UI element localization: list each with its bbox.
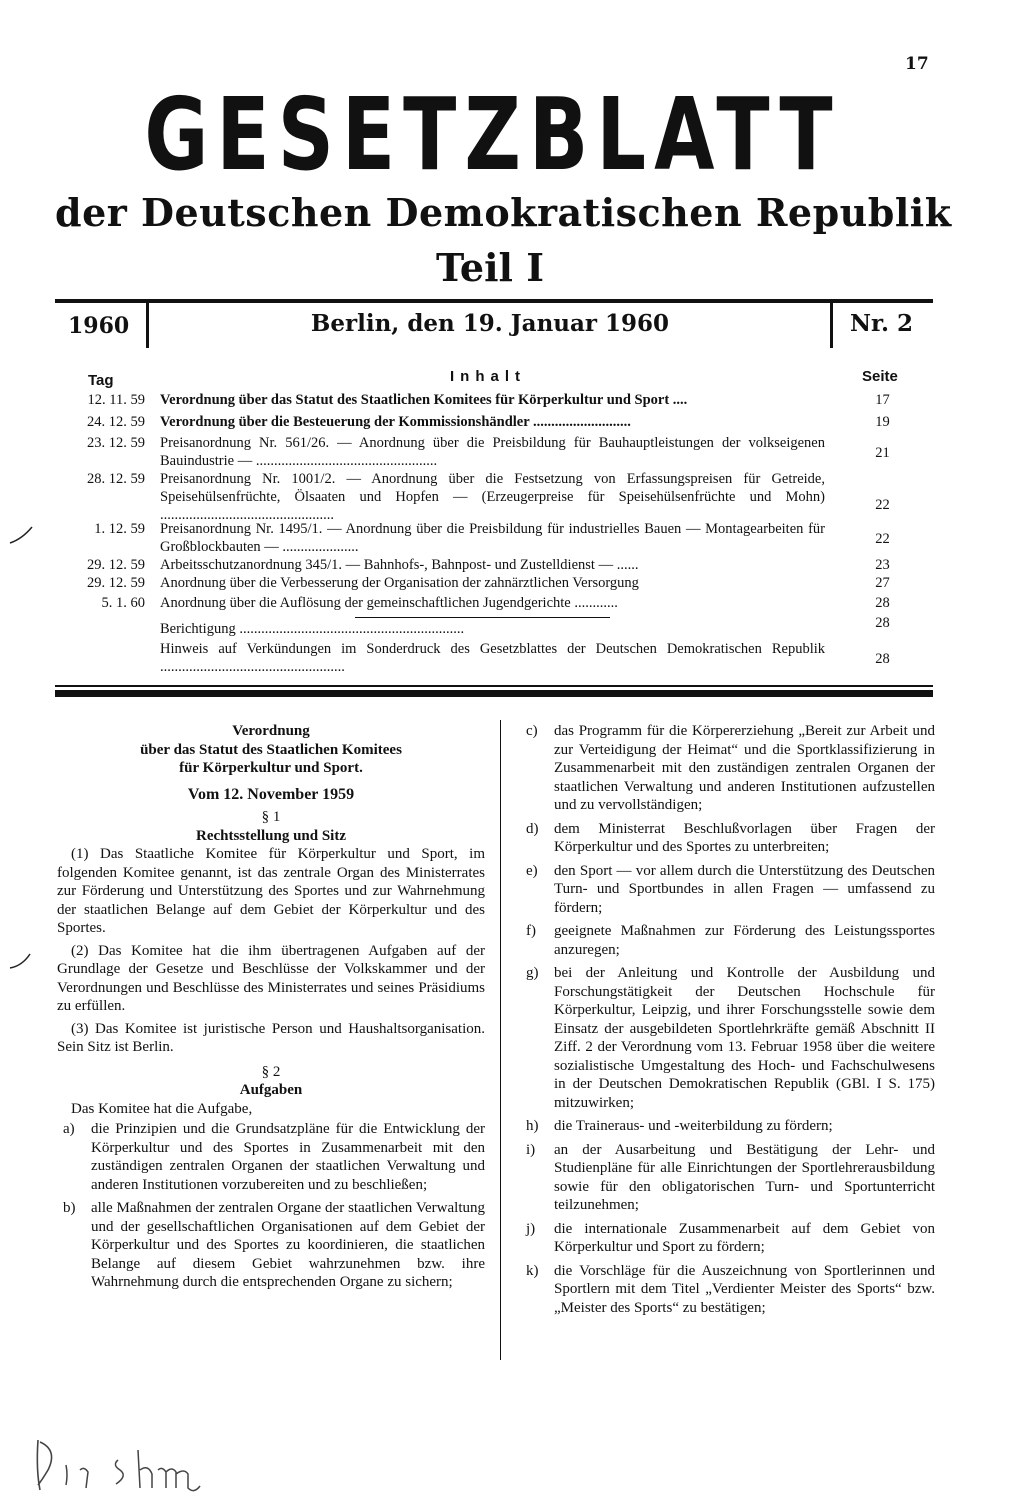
section-2-item [520,1141,935,1215]
item-label: c) [526,723,538,739]
toc-bottom-rule-thick [55,690,933,697]
section-2-item [520,1262,935,1318]
item-text: geeignete Maßnahmen zur Förderung des Leistungssportes anzuregen; [554,923,935,958]
section-2-intro: Das Komitee hat die Aufgabe, [71,1100,253,1117]
section-1-title: Rechtsstellung und Sitz [195,827,347,844]
toc-entry-title: Berichtigung .............................................................. [160,621,465,637]
section-1-paragraph: (3) Das Komitee ist juristische Person und Haushaltsorganisation. Sein Sitz ist Berlin. [57,1020,485,1055]
toc-entry-page: 23 [875,557,890,573]
section-2-item [520,922,935,959]
toc-entry-page: 17 [875,392,890,408]
toc-header-content: Inhalt [450,368,526,385]
masthead-title: GESETZBLATT [144,78,841,194]
toc-entry-date: 23. 12. 59 [87,435,145,451]
item-text: die internationale Zusammenarbeit auf dem Gebiet von Körperkultur und Sport zu fördern; [554,1220,935,1255]
article-heading-line: Verordnung [232,723,310,739]
section-1-paragraph: (1) Das Staatliche Komitee für Körperkultur und Sport, im folgenden Komitee genannt, ist das zentrale Organ des Ministerrates zur Förderung und Unterstützung des Sportes und zur Wahrnehmung der staatlichen Belange auf dem Gebiet der Körperkultur und des Sportes. [57,846,485,936]
item-text: die Traineraus- und -weiterbildung zu fördern; [554,1118,833,1134]
section-2-item [57,1120,485,1194]
toc-entry-title: Hinweis auf Verkündungen im Sonderdruck des Gesetzblattes der Deutschen Demokratischen Republik ................................................... [160,641,825,675]
article-heading-line: über das Statut des Staatlichen Komitees [140,741,402,758]
toc-entry-page: 28 [875,595,890,611]
issue-bar-top-rule [55,299,933,303]
toc-entry-page: 22 [875,531,890,547]
toc-entry-title: Anordnung über die Auflösung der gemeinschaftlichen Jugendgerichte ............ [160,595,618,611]
toc-entry-title: Verordnung über das Statut des Staatlichen Komitees für Körperkultur und Sport .... [160,392,688,408]
section-1-paragraph: (2) Das Komitee hat die ihm übertragenen Aufgaben auf der Grundlage der Gesetze und Beschlüsse der Volkskammer und der Verordnungen und Beschlüsse des Ministerrates und seines Präsidiums zu erfüllen. [57,942,485,1014]
item-text: das Programm für die Körpererziehung „Bereit zur Arbeit und zur Verteidigung der Heimat“ und die Sportklassifizierung in Zusammenarbeit mit den zuständigen zentralen Organen der staatlichen Verwaltung und anderen Institutionen aufzustellen und zu vervollständigen; [554,723,935,813]
toc-entry-page: 19 [875,414,890,430]
article-dated: Vom 12. November 1959 [187,785,355,803]
item-label: i) [526,1141,536,1158]
section-2-item [520,1117,935,1136]
handwritten-note [28,1430,228,1500]
section-1-number: § 1 [261,809,281,825]
toc-entry-page: 28 [875,651,890,667]
column-divider [500,720,501,1360]
item-label: e) [526,862,538,879]
part-label: Teil I [436,245,544,290]
section-2-item [520,722,935,815]
issue-date: Berlin, den 19. Januar 1960 [310,310,670,337]
toc-entry-date: 28. 12. 59 [87,471,145,487]
toc-entry-title: Preisanordnung Nr. 561/26. — Anordnung über die Preisbildung für Bauhauptleistungen der volkseigenen Bauindustrie — .................................................. [160,435,825,469]
toc-entry-title: Verordnung über die Besteuerung der Kommissionshändler ........................... [160,414,631,430]
toc-separator-rule [355,617,610,618]
toc-entry-date: 24. 12. 59 [87,414,145,430]
item-label: k) [526,1262,539,1279]
toc-entry-page: 28 [875,615,890,631]
item-text: den Sport — vor allem durch die Unterstützung des Deutschen Turn- und Sportbundes in allen Fragen — umfassend zu fördern; [554,862,935,916]
toc-entry-title: Anordnung über die Verbesserung der Organisation der zahnärztlichen Versorgung [160,575,639,591]
item-text: bei der Anleitung und Kontrolle der Ausbildung und Forschungstätigkeit der Deutschen Hochschule für Körperkultur, Leipzig, und ihrer Forschungsstelle sowie dem Einsatz der ausgebildeten Sportlehrkräfte gemäß Abschnitt II Ziff. 2 der Verordnung vom 13. Februar 1958 über die weitere sozialistische Umgestaltung des Hoch- und Fachschulwesens in der Deutschen Demokratischen Republik (GBl. I S. 175) mitzuwirken; [554,965,935,1111]
item-label: d) [526,820,539,837]
item-label: g) [526,965,539,981]
section-2-item [520,820,935,857]
item-label: b) [63,1200,76,1216]
toc-entry-date: 29. 12. 59 [87,575,145,591]
issue-bar-divider-left [146,303,149,348]
toc-entry-title: Preisanordnung Nr. 1001/2. — Anordnung über die Festsetzung von Erfassungspreisen für Getreide, Speisehülsenfrüchte, Ölsaaten und Hopfen — (Erzeugerpreise für Speisehülsenfrüchte und Mohn) ................................................ [160,471,825,523]
section-2-item [520,1220,935,1257]
article-heading-line: für Körperkultur und Sport. [179,760,363,776]
toc-entry-date: 1. 12. 59 [94,521,145,537]
article-left-column [57,722,485,1297]
toc-header-page: Seite [862,368,898,385]
toc-header-date: Tag [88,372,114,389]
section-2-title: Aufgaben [239,1082,303,1098]
item-text: die Prinzipien und die Grundsatzpläne für die Entwicklung der Körperkultur und des Sportes in Zusammenarbeit mit den zuständigen zentralen Organen der staatlichen Verwaltung und anderen Institutionen vorzubereiten und zu beschließen; [91,1121,485,1193]
item-label: h) [526,1118,539,1134]
issue-number: Nr. 2 [850,310,914,337]
issue-bar-divider-right [830,303,833,348]
toc-entry-date: 29. 12. 59 [87,557,145,573]
issue-year: 1960 [68,313,130,339]
toc-bottom-rule-thin [55,685,933,687]
toc-entry-date: 12. 11. 59 [87,392,145,408]
toc-entry-title: Preisanordnung Nr. 1495/1. — Anordnung über die Preisbildung für industrielles Bauen — Montagearbeiten für Großblockbauten — ..................... [160,521,825,555]
toc-entry-date: 5. 1. 60 [101,595,145,611]
pencil-tick-mark [8,525,34,545]
toc-entry-page: 27 [875,575,890,591]
toc-entry-page: 22 [875,497,890,513]
masthead-subtitle: der Deutschen Demokratischen Republik [55,190,952,235]
pencil-tick-mark [8,952,34,972]
section-2-item [520,862,935,918]
item-label: j) [526,1220,536,1237]
item-text: alle Maßnahmen der zentralen Organe der staatlichen Verwaltung und der gesellschaftlichen Organisationen auf dem Gebiet der Körperkultur und des Sportes zu koordinieren, die staatlichen Belange auf diesem Gebiet wahrzunehmen bzw. ihre Wahrnehmung durch die entsprechenden Organe zu sichern; [91,1200,485,1290]
section-2-item [57,1199,485,1292]
item-text: an der Ausarbeitung und Bestätigung der Lehr- und Studienpläne für alle Einrichtungen der Sportlehrerausbildung sowie für den obligatorischen Turn- und Sportunterricht teilzunehmen; [554,1141,935,1213]
item-label: a) [63,1121,75,1137]
section-2-number: § 2 [261,1063,281,1080]
toc-entry-page: 21 [875,445,890,461]
toc-entry-title: Arbeitsschutzanordnung 345/1. — Bahnhofs-, Bahnpost- und Zustelldienst — ...... [160,557,639,573]
item-text: die Vorschläge für die Auszeichnung von Sportlerinnen und Sportlern mit dem Titel „Verdienter Meister des Sports“ bzw. „Meister des Sports“ zu bestätigen; [554,1262,935,1316]
page-number: 17 [905,54,929,74]
item-text: dem Ministerrat Beschlußvorlagen über Fragen der Körperkultur und des Sportes zu unterbreiten; [554,820,935,855]
item-label: f) [526,923,536,939]
article-right-column [520,722,935,1322]
section-2-item [520,964,935,1112]
